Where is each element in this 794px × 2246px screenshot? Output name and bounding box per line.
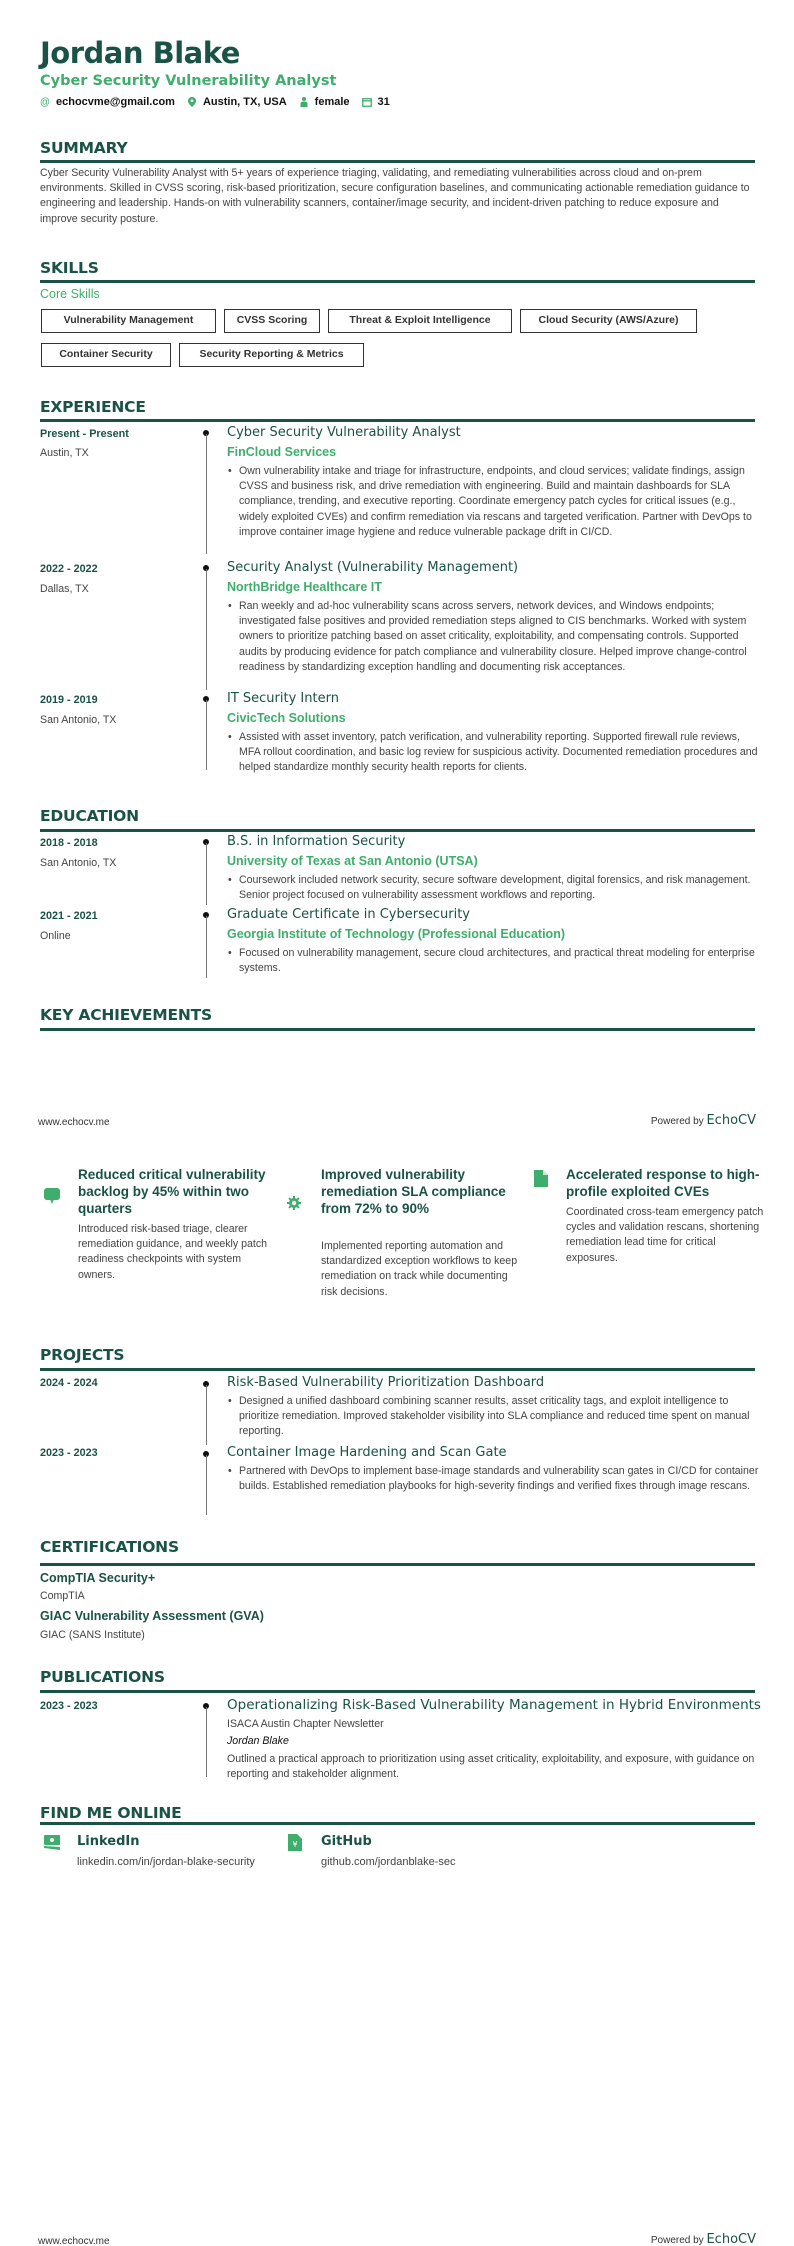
section-heading-certifications: CERTIFICATIONS — [40, 1538, 179, 1556]
project-name: Risk-Based Vulnerability Prioritization Dashboard — [227, 1375, 545, 1390]
document-icon — [534, 1170, 548, 1192]
publication-title: Operationalizing Risk-Based Vulnerability Management in Hybrid Environments — [227, 1697, 761, 1713]
achievement-desc: Implemented reporting automation and standardized exception workflows to keep remediation on track while documenting risk decisions. — [321, 1240, 518, 1298]
experience-role: Security Analyst (Vulnerability Management) — [227, 560, 519, 575]
section-heading-experience: EXPERIENCE — [40, 398, 146, 416]
experience-location: Dallas, TX — [40, 583, 89, 595]
email-text: echocvme@gmail.com — [56, 96, 175, 108]
skill-chip: Vulnerability Management — [41, 309, 216, 333]
location-pin-icon — [187, 97, 197, 107]
github-icon — [288, 1834, 302, 1856]
section-heading-projects: PROJECTS — [40, 1346, 125, 1364]
section-divider — [40, 829, 755, 832]
contact-row — [40, 96, 402, 108]
footer-site-link[interactable]: www.echocv.me — [38, 2236, 110, 2246]
section-divider — [40, 1563, 755, 1566]
experience-role: IT Security Intern — [227, 691, 339, 706]
speech-bubble-icon — [44, 1188, 60, 1210]
brand-logo: EchoCV — [706, 1113, 756, 1128]
contact-gender — [299, 96, 350, 108]
timeline-line — [206, 1385, 207, 1445]
publication-dates: 2023 - 2023 — [40, 1700, 98, 1712]
contact-age — [362, 96, 390, 108]
publication-author: Jordan Blake — [227, 1735, 289, 1747]
powered-by-label: Powered by — [650, 2235, 704, 2246]
experience-bullet: • Own vulnerability intake and triage for infrastructure, endpoints, and cloud services; validate findings, assign CVSS and business risk, and drive remediation with engineering. Build and maintain dashboards for SLA compliance, trending, and executive reporting. Coordinate emergency patch cycles for critical issues (e.g., widely exploited CVEs) and confirm remediation via rescans and targeted verification. Partner with DevOps to improve container image hygiene and reduce vulnerable package drift in CI/CD. — [227, 464, 759, 540]
timeline-line — [206, 434, 207, 554]
calendar-icon — [362, 98, 372, 107]
certification-issuer: CompTIA — [40, 1590, 85, 1602]
education-school: Georgia Institute of Technology (Professional Education) — [227, 927, 565, 941]
achievement-title: Improved vulnerability remediation SLA compliance from 72% to 90% — [321, 1167, 506, 1216]
education-dates: 2021 - 2021 — [40, 910, 98, 922]
github-url[interactable]: github.com/jordanblake-sec — [321, 1856, 456, 1868]
education-bullet: • Focused on vulnerability management, secure cloud architectures, and practical threat modeling for enterprise systems. — [227, 946, 759, 976]
achievement-title: Accelerated response to high-profile exploited CVEs — [566, 1167, 760, 1199]
experience-location: San Antonio, TX — [40, 714, 117, 726]
timeline-line — [206, 569, 207, 690]
publication-desc: Outlined a practical approach to prioritization using asset criticality, exploitability, and exposure, with guidance on reporting and stakeholder alignment. — [227, 1753, 755, 1781]
section-heading-summary: SUMMARY — [40, 139, 128, 157]
education-degree: B.S. in Information Security — [227, 834, 406, 849]
linkedin-icon — [44, 1835, 60, 1855]
experience-company: CivicTech Solutions — [227, 711, 346, 725]
certification-name: CompTIA Security+ — [40, 1571, 156, 1585]
candidate-title: Cyber Security Vulnerability Analyst — [40, 73, 337, 89]
brand-logo: EchoCV — [706, 2232, 756, 2246]
footer-powered-by — [651, 1113, 756, 1128]
education-bullet: • Coursework included network security, secure software development, digital forensics, and risk management. Senior project focused on vulnerability assessment workflows and reporting. — [227, 873, 759, 903]
timeline-line — [206, 1455, 207, 1515]
github-label: GitHub — [321, 1834, 372, 1849]
section-divider — [40, 160, 755, 163]
footer-site-link[interactable]: www.echocv.me — [38, 1117, 110, 1128]
linkedin-label: LinkedIn — [77, 1834, 140, 1849]
achievement-title: Reduced critical vulnerability backlog by 45% within two quarters — [78, 1167, 266, 1216]
achievement-desc: Introduced risk-based triage, clearer remediation guidance, and weekly patch readiness checkpoints with system owners. — [78, 1223, 268, 1281]
experience-location: Austin, TX — [40, 447, 89, 459]
section-heading-online: FIND ME ONLINE — [40, 1804, 182, 1822]
section-divider — [40, 419, 755, 422]
footer-powered-by — [651, 2232, 756, 2246]
linkedin-url[interactable]: linkedin.com/in/jordan-blake-security — [77, 1856, 255, 1868]
section-divider — [40, 1028, 755, 1031]
education-dates: 2018 - 2018 — [40, 837, 98, 849]
experience-company: NorthBridge Healthcare IT — [227, 580, 382, 594]
section-divider — [40, 1690, 755, 1693]
location-text: Austin, TX, USA — [202, 96, 287, 108]
project-name: Container Image Hardening and Scan Gate — [227, 1445, 507, 1460]
contact-email[interactable] — [40, 96, 175, 108]
project-dates: 2023 - 2023 — [40, 1447, 98, 1459]
project-bullet: • Designed a unified dashboard combining scanner results, asset criticality tags, and exploit intelligence to prioritize remediation. Improved stakeholder visibility into SLA compliance and reduced time spent on manual reporting. — [227, 1394, 759, 1440]
project-bullet: • Partnered with DevOps to implement base-image standards and vulnerability scan gates in CI/CD for container builds. Established remediation playbooks for high-severity findings and verified fixes through image rescans. — [227, 1464, 759, 1494]
education-school: University of Texas at San Antonio (UTSA) — [227, 854, 478, 868]
project-dates: 2024 - 2024 — [40, 1377, 98, 1389]
skill-chip: Threat & Exploit Intelligence — [328, 309, 512, 333]
section-divider — [40, 1368, 755, 1371]
experience-company: FinCloud Services — [227, 445, 337, 459]
education-degree: Graduate Certificate in Cybersecurity — [227, 907, 470, 922]
section-heading-achievements: KEY ACHIEVEMENTS — [40, 1006, 213, 1024]
experience-role: Cyber Security Vulnerability Analyst — [227, 425, 461, 440]
skill-chip: CVSS Scoring — [224, 309, 320, 333]
education-location: San Antonio, TX — [40, 857, 117, 869]
publication-publisher: ISACA Austin Chapter Newsletter — [227, 1718, 384, 1730]
section-heading-publications: PUBLICATIONS — [40, 1668, 165, 1686]
person-icon — [299, 97, 309, 107]
experience-dates: 2019 - 2019 — [40, 694, 98, 706]
summary-text: Cyber Security Vulnerability Analyst with 5+ years of experience triaging, validating, and remediating vulnerabilities across cloud and on-prem environments. Skilled in CVSS scoring, risk-based prioritization, secure configuration baselines, and communicating actionable remediation guidance to engineering and leadership. Hands-on with vulnerability scanners, container/image security, and incident-driven patching to reduce exposure and improve security posture. — [40, 167, 750, 225]
contact-location — [187, 96, 287, 108]
skill-group-label: Core Skills — [40, 287, 100, 301]
section-divider — [40, 1822, 755, 1825]
age-text: 31 — [377, 96, 390, 108]
experience-dates: Present - Present — [40, 428, 129, 440]
timeline-line — [206, 916, 207, 978]
powered-by-label: Powered by — [650, 1116, 704, 1127]
timeline-line — [206, 1707, 207, 1777]
gender-text: female — [314, 96, 350, 108]
education-location: Online — [40, 930, 71, 942]
certification-issuer: GIAC (SANS Institute) — [40, 1629, 145, 1641]
experience-bullet: • Ran weekly and ad-hoc vulnerability scans across servers, network devices, and Windows endpoints; investigated false positives and provided remediation steps aligned to CIS benchmarks. Worked with system owners to prioritize patching based on asset criticality, exploitability, and compensating controls. Supported audits by producing evidence for patch compliance and vulnerability closure. Helped improve change-control readiness by standardizing exception handling and documenting risk acceptances. — [227, 599, 759, 675]
skill-chip: Security Reporting & Metrics — [179, 343, 364, 367]
certification-name: GIAC Vulnerability Assessment (GVA) — [40, 1609, 264, 1623]
timeline-line — [206, 843, 207, 905]
candidate-name: Jordan Blake — [40, 36, 240, 70]
timeline-line — [206, 700, 207, 770]
experience-bullet: • Assisted with asset inventory, patch verification, and vulnerability reporting. Supported firewall rule reviews, MFA rollout coordination, and basic log review for suspicious activity. Documented remediation procedures and helped standardize monthly security health reports for clients. — [227, 730, 759, 776]
skill-chip: Cloud Security (AWS/Azure) — [520, 309, 697, 333]
experience-dates: 2022 - 2022 — [40, 563, 98, 575]
gear-icon — [287, 1196, 301, 1215]
section-divider — [40, 280, 755, 283]
section-heading-skills: SKILLS — [40, 259, 99, 277]
section-heading-education: EDUCATION — [40, 807, 139, 825]
skill-chip: Container Security — [41, 343, 171, 367]
svg-text:¥: ¥ — [292, 1840, 298, 1849]
achievement-desc: Coordinated cross-team emergency patch cycles and validation rescans, shortening remediation lead time for critical exposures. — [566, 1206, 764, 1264]
at-icon: @ — [39, 96, 51, 108]
